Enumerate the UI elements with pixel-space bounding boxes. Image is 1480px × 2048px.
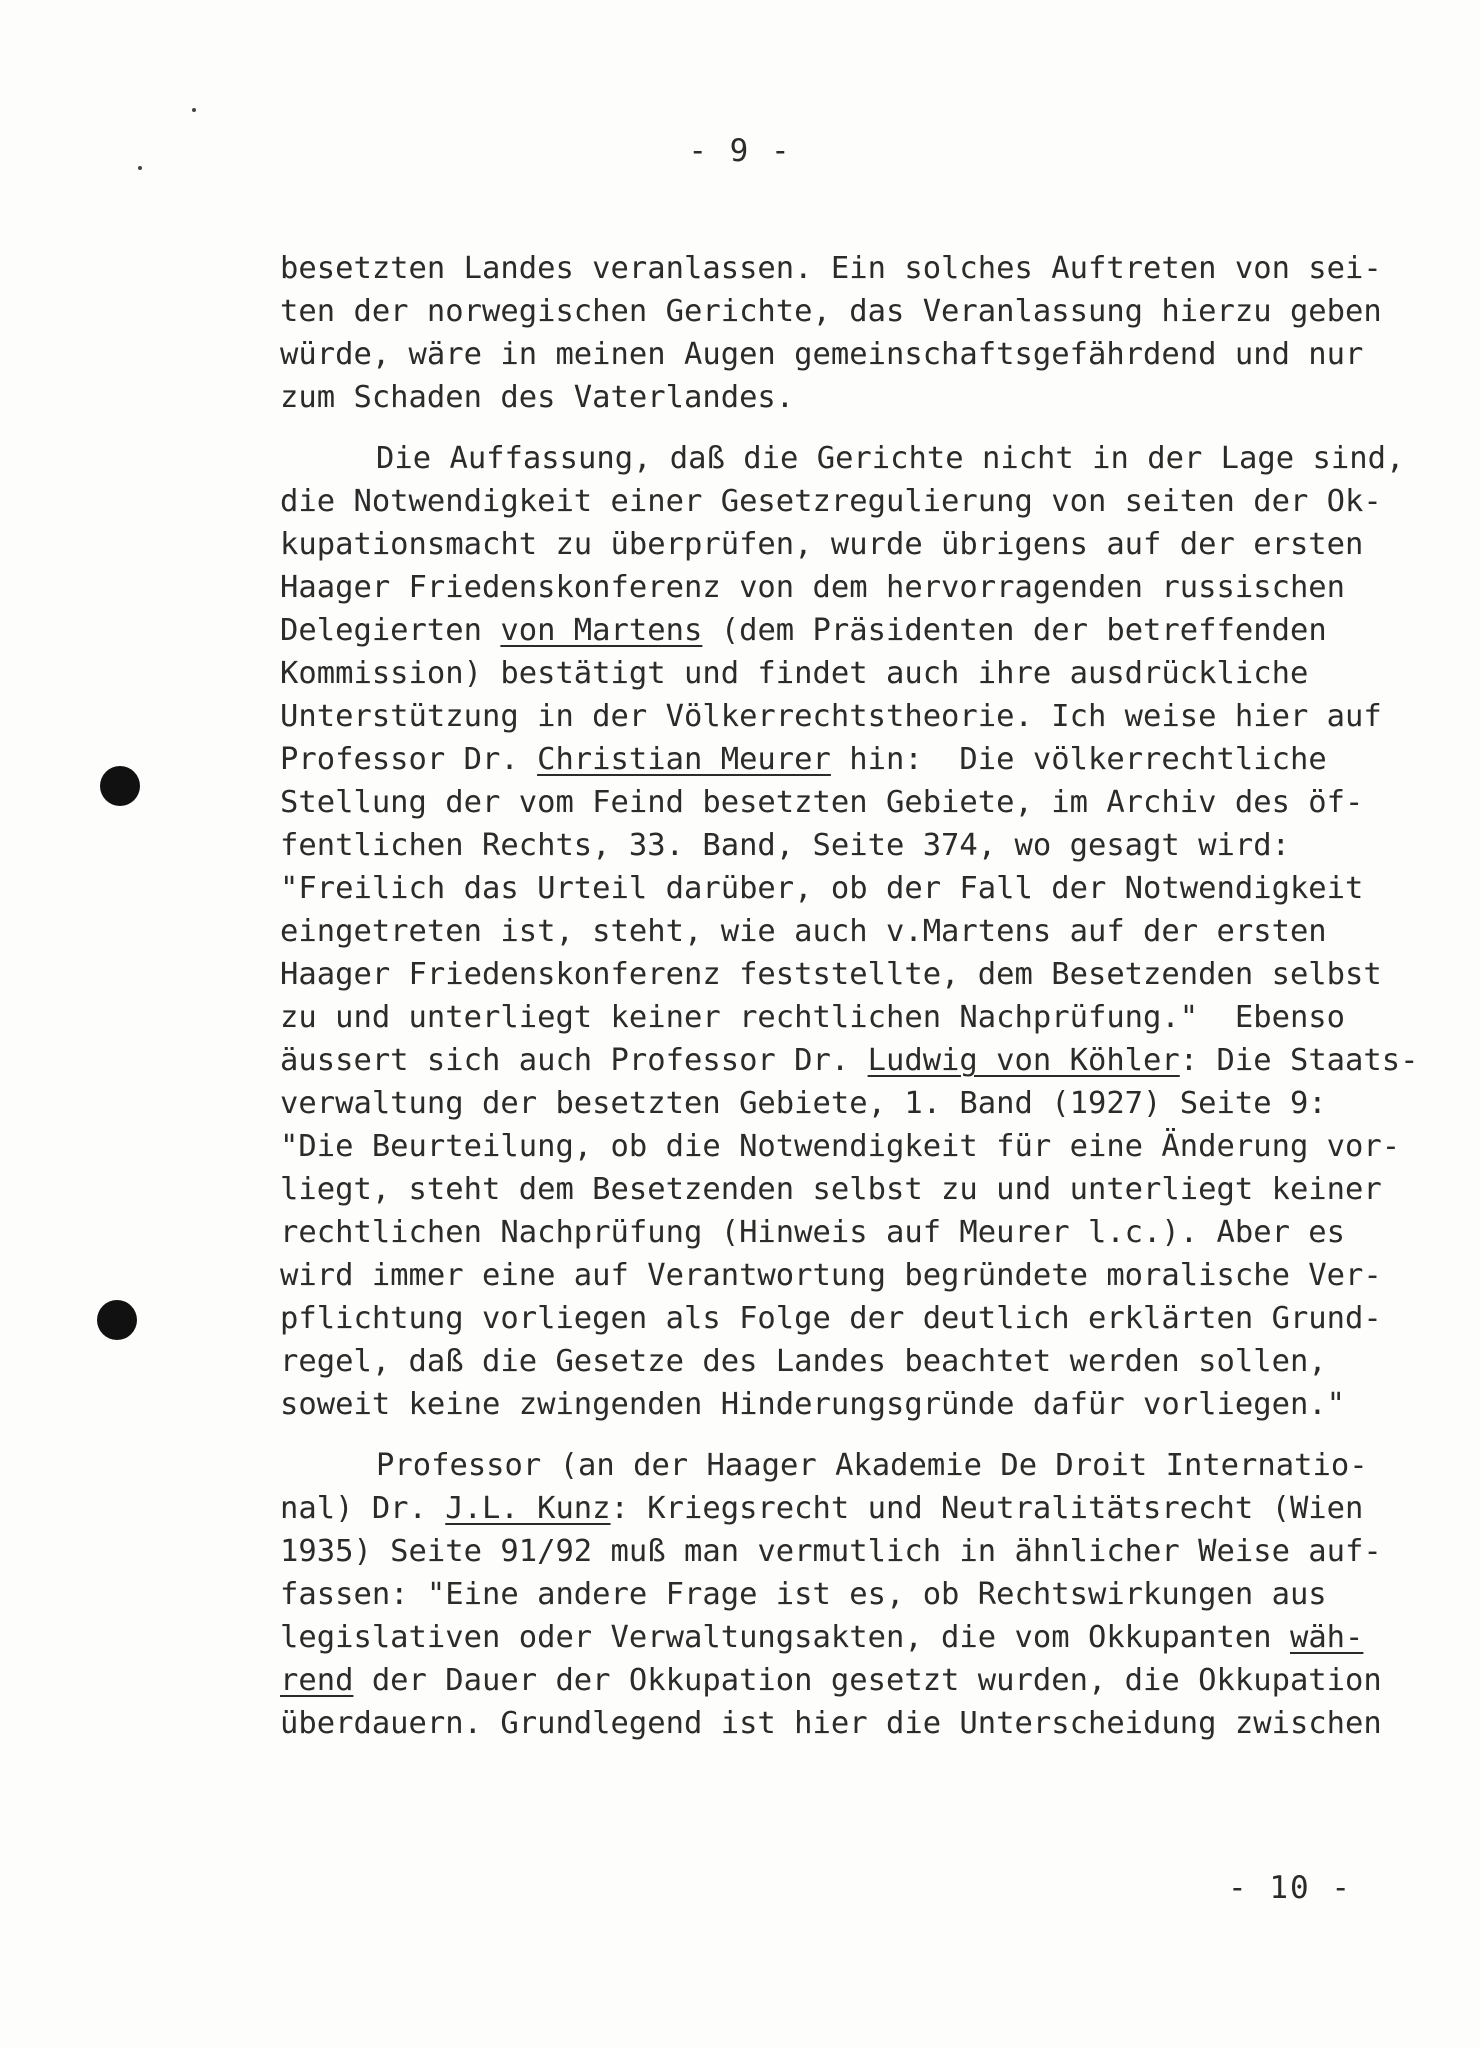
underlined-name: J.L. Kunz xyxy=(445,1491,611,1526)
text-line: die Notwendigkeit einer Gesetzregulierung von seiten der Ok- xyxy=(280,484,1382,519)
text-line: liegt, steht dem Besetzenden selbst zu und unterliegt keiner xyxy=(280,1172,1382,1207)
text-segment: hin: Die völkerrechtliche xyxy=(830,742,1327,777)
text-segment: der Dauer der Okkupation gesetzt wurden, die Okkupation xyxy=(353,1663,1382,1698)
text-line xyxy=(280,1487,1380,1530)
text-line: Haager Friedenskonferenz feststellte, dem Besetzenden selbst xyxy=(280,957,1382,992)
paragraph xyxy=(280,1444,1380,1745)
text-line: 1935) Seite 91/92 muß man vermutlich in ähnlicher Weise auf- xyxy=(280,1534,1382,1569)
text-line xyxy=(280,1039,1419,1082)
text-line: "Die Beurteilung, ob die Notwendigkeit für eine Änderung vor- xyxy=(280,1129,1401,1164)
page-number: - 9 - xyxy=(688,133,792,169)
text-line: Stellung der vom Feind besetzten Gebiete, im Archiv des öf- xyxy=(280,785,1364,820)
text-line: Die Auffassung, daß die Gerichte nicht in der Lage sind, xyxy=(376,441,1405,476)
punch-hole xyxy=(100,766,140,806)
text-line: ten der norwegischen Gerichte, das Veranlassung hierzu geben xyxy=(280,294,1382,329)
underlined-name: Christian Meurer xyxy=(537,742,831,777)
text-line: Kommission) bestätigt und findet auch ihre ausdrückliche xyxy=(280,656,1309,691)
text-line: würde, wäre in meinen Augen gemeinschaftsgefährdend und nur xyxy=(280,337,1364,372)
text-line: Unterstützung in der Völkerrechtstheorie. Ich weise hier auf xyxy=(280,699,1382,734)
text-segment: : Kriegsrecht und Neutralitätsrecht (Wien xyxy=(610,1491,1364,1526)
text-line: eingetreten ist, steht, wie auch v.Martens auf der ersten xyxy=(280,914,1327,949)
underlined-name: von Martens xyxy=(500,613,703,648)
text-line: besetzten Landes veranlassen. Ein solches Auftreten von sei- xyxy=(280,251,1382,286)
text-segment: legislativen oder Verwaltungsakten, die vom Okkupanten xyxy=(280,1620,1290,1655)
text-line: wird immer eine auf Verantwortung begründete moralische Ver- xyxy=(280,1258,1382,1293)
text-line: regel, daß die Gesetze des Landes beachtet werden sollen, xyxy=(280,1344,1327,1379)
text-line: Haager Friedenskonferenz von dem hervorragenden russischen xyxy=(280,570,1346,605)
body-text xyxy=(280,247,1419,1745)
punch-hole xyxy=(97,1300,137,1340)
paragraph xyxy=(280,247,1380,419)
underlined-word: wäh- xyxy=(1289,1620,1364,1655)
text-line: pflichtung vorliegen als Folge der deutlich erklärten Grund- xyxy=(280,1301,1382,1336)
text-segment: : Die Staats- xyxy=(1179,1043,1419,1078)
text-line: Professor (an der Haager Akademie De Droit Internatio- xyxy=(376,1448,1368,1483)
underlined-name: Ludwig von Köhler xyxy=(867,1043,1180,1078)
paragraph xyxy=(280,437,1419,1426)
text-line: zum Schaden des Vaterlandes. xyxy=(280,380,795,415)
text-line: soweit keine zwingenden Hinderungsgründe dafür vorliegen." xyxy=(280,1387,1346,1422)
text-segment: (dem Präsidenten der betreffenden xyxy=(702,613,1327,648)
text-line xyxy=(280,1659,1380,1702)
text-line: verwaltung der besetzten Gebiete, 1. Band (1927) Seite 9: xyxy=(280,1086,1327,1121)
text-line xyxy=(280,1616,1380,1659)
text-segment: nal) Dr. xyxy=(280,1491,446,1526)
paper-speck xyxy=(192,108,196,112)
text-line: fentlichen Rechts, 33. Band, Seite 374, wo gesagt wird: xyxy=(280,828,1290,863)
text-segment: Delegierten xyxy=(280,613,501,648)
text-line: zu und unterliegt keiner rechtlichen Nachprüfung." Ebenso xyxy=(280,1000,1346,1035)
text-line: fassen: "Eine andere Frage ist es, ob Rechtswirkungen aus xyxy=(280,1577,1327,1612)
text-line: rechtlichen Nachprüfung (Hinweis auf Meurer l.c.). Aber es xyxy=(280,1215,1346,1250)
text-line: kupationsmacht zu überprüfen, wurde übrigens auf der ersten xyxy=(280,527,1364,562)
next-page-number: - 10 - xyxy=(1228,1870,1352,1906)
text-segment: äussert sich auch Professor Dr. xyxy=(280,1043,868,1078)
text-line xyxy=(280,609,1380,652)
underlined-word: rend xyxy=(280,1663,354,1698)
text-segment: Professor Dr. xyxy=(280,742,538,777)
text-line: überdauern. Grundlegend ist hier die Unterscheidung zwischen xyxy=(280,1706,1382,1741)
text-line xyxy=(280,738,1380,781)
text-line: "Freilich das Urteil darüber, ob der Fall der Notwendigkeit xyxy=(280,871,1364,906)
